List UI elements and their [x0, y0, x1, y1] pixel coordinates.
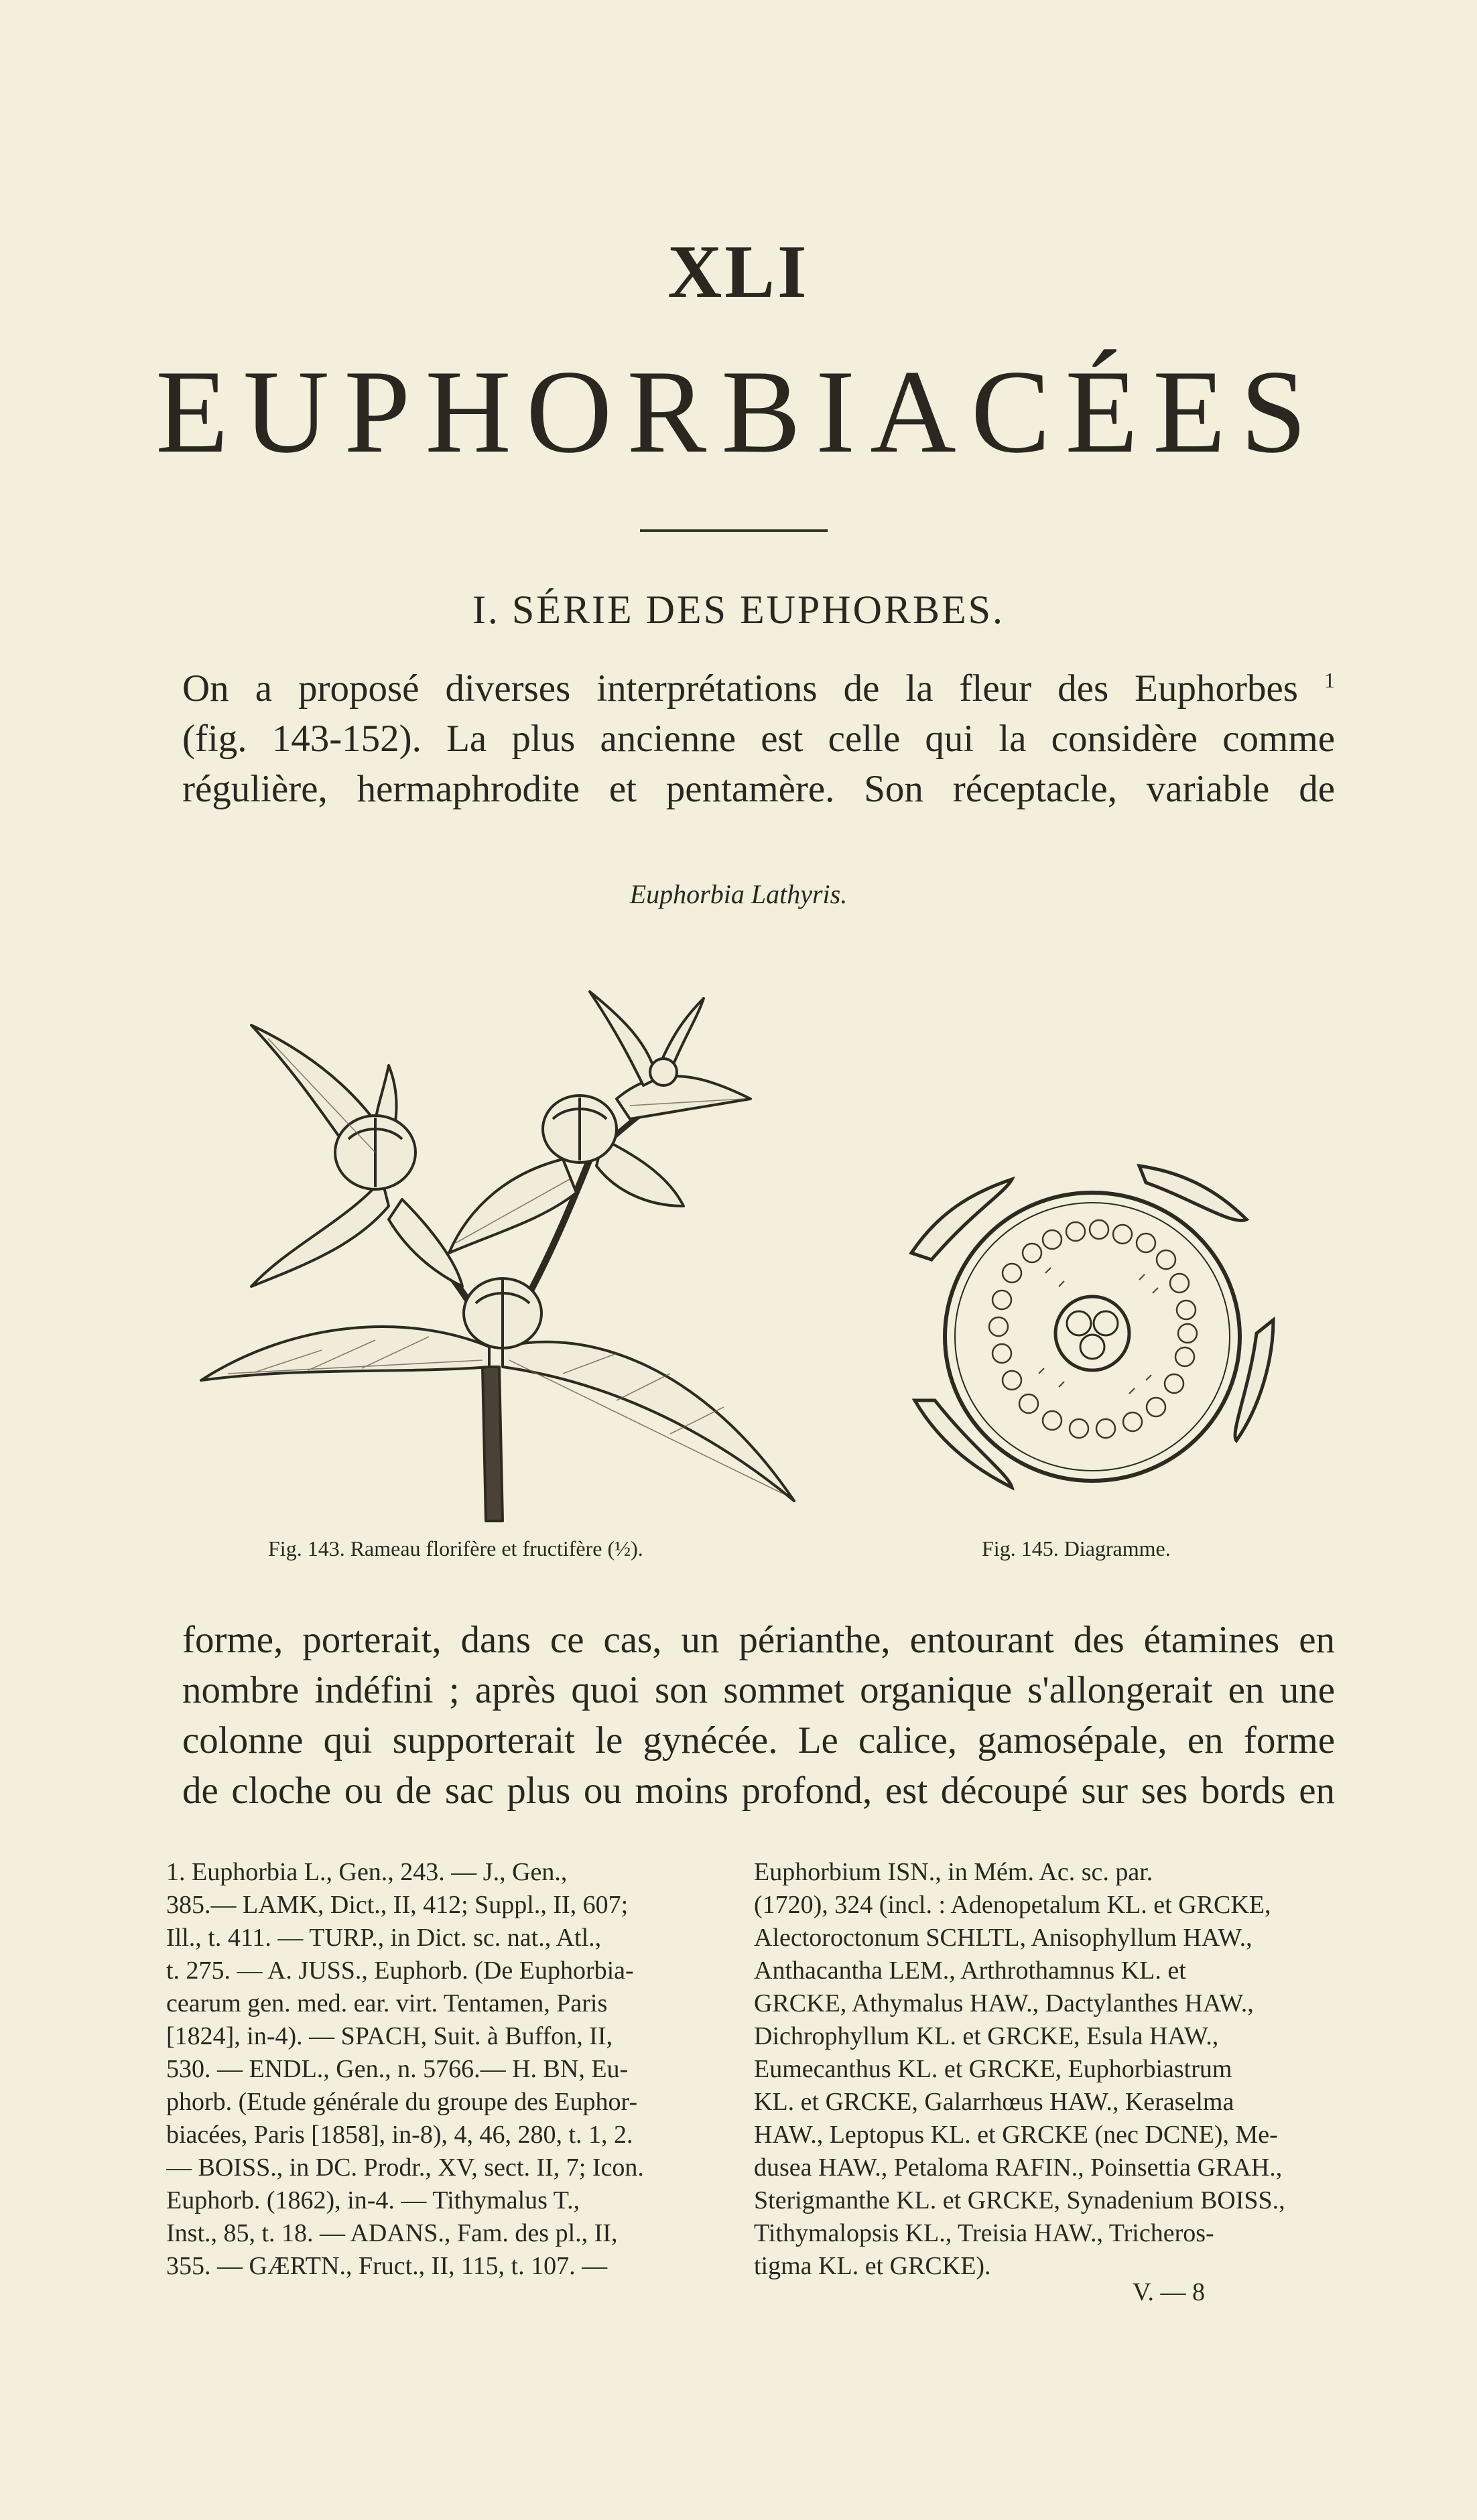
paragraph-2	[182, 1615, 1335, 1816]
footnote-line: tigma KL. et GRCKE).	[754, 2252, 991, 2280]
footnote-line: Euphorbium ISN., in Mém. Ac. sc. par.	[754, 1858, 1153, 1886]
footnote-ref[interactable]: 1	[1324, 668, 1335, 692]
paragraph-1-line-2: (fig. 143-152). La plus ancienne est celle qui la considère comme	[182, 718, 1335, 760]
footnote-line: Alectoroctonum SCHLTL, Anisophyllum HAW.,	[754, 1924, 1253, 1952]
section-title: I. SÉRIE DES EUPHORBES.	[472, 588, 1005, 632]
footnotes-right-column	[754, 1856, 1310, 2283]
paragraph-2-line-2: nombre indéfini ; après quoi son sommet organique s'allongerait en une	[182, 1669, 1335, 1711]
footnote-line: dusea HAW., Petaloma RAFIN., Poinsettia GRAH.,	[754, 2153, 1283, 2182]
footnote-line: Sterigmanthe KL. et GRCKE, Synadenium BOISS.,	[754, 2186, 1285, 2214]
footnote-line: biacées, Paris [1858], in-8), 4, 46, 280, t. 1, 2.	[166, 2121, 633, 2149]
footnote-line: [1824], in-4). — SPACH, Suit. à Buffon, II,	[166, 2022, 613, 2050]
figure-145-label: Fig. 145. Diagramme.	[982, 1536, 1171, 1561]
chapter-title: EUPHORBIACÉES	[155, 345, 1322, 478]
footnote-line: cearum gen. med. ear. virt. Tentamen, Paris	[166, 1989, 608, 2017]
paragraph-1	[182, 663, 1335, 814]
footnote-line: Tithymalopsis KL., Treisia HAW., Tricheros-	[754, 2219, 1214, 2247]
paragraph-1-line-3: régulière, hermaphrodite et pentamère. Son réceptacle, variable de	[182, 768, 1335, 810]
footnote-line: 355. — GÆRTN., Fruct., II, 115, t. 107. —	[166, 2252, 608, 2280]
paragraph-2-line-1: forme, porterait, dans ce cas, un périanthe, entourant des étamines en	[182, 1619, 1335, 1661]
footnote-line: Ill., t. 411. — TURP., in Dict. sc. nat., Atl.,	[166, 1924, 602, 1952]
footnote-line: Eumecanthus KL. et GRCKE, Euphorbiastrum	[754, 2055, 1232, 2083]
footnote-line: — BOISS., in DC. Prodr., XV, sect. II, 7; Icon.	[166, 2153, 644, 2182]
footnote-line: phorb. (Etude générale du groupe des Euphor-	[166, 2088, 638, 2116]
footnotes-left-column	[166, 1856, 716, 2283]
footnote-line: 385.— LAMK, Dict., II, 412; Suppl., II, 607;	[166, 1891, 629, 1919]
footnote-line: HAW., Leptopus KL. et GRCKE (nec DCNE), Me-	[754, 2121, 1278, 2149]
footnote-line: t. 275. — A. JUSS., Euphorb. (De Euphorbia-	[166, 1957, 634, 1985]
paragraph-2-line-3: colonne qui supporterait le gynécée. Le calice, gamosépale, en forme	[182, 1719, 1335, 1762]
footnote-line: Euphorb. (1862), in-4. — Tithymalus T.,	[166, 2186, 580, 2214]
paragraph-1-line-1: On a proposé diverses interprétations de la fleur des Euphorbes $^1$	[182, 667, 1335, 710]
footnote-line: 530. — ENDL., Gen., n. 5766.— H. BN, Eu-	[166, 2055, 629, 2083]
chapter-number: XLI	[667, 230, 810, 314]
footnote-line: KL. et GRCKE, Galarrhœus HAW., Keraselma	[754, 2088, 1234, 2116]
figure-143-label: Fig. 143. Rameau florifère et fructifère (½).	[268, 1536, 643, 1561]
title-rule	[640, 529, 828, 532]
footnote-line: GRCKE, Athymalus HAW., Dactylanthes HAW.,	[754, 1989, 1254, 2017]
footnote-line: (1720), 324 (incl. : Adenopetalum KL. et GRCKE,	[754, 1891, 1271, 1919]
footnote-line: Inst., 85, t. 18. — ADANS., Fam. des pl., II,	[166, 2219, 618, 2247]
footnote-line: Dichrophyllum KL. et GRCKE, Esula HAW.,	[754, 2022, 1219, 2050]
footnote-line: Anthacantha LEM., Arthrothamnus KL. et	[754, 1957, 1186, 1985]
page-signature: V. — 8	[1133, 2278, 1206, 2306]
footnote-line: 1. Euphorbia L., Gen., 243. — J., Gen.,	[166, 1858, 568, 1886]
floral-diagram-illustration	[898, 1152, 1300, 1528]
euphorbia-branch-illustration	[188, 938, 824, 1528]
figure-species-caption: Euphorbia Lathyris.	[629, 879, 848, 909]
paragraph-2-line-4: de cloche ou de sac plus ou moins profond, est découpé sur ses bords en	[182, 1770, 1335, 1812]
